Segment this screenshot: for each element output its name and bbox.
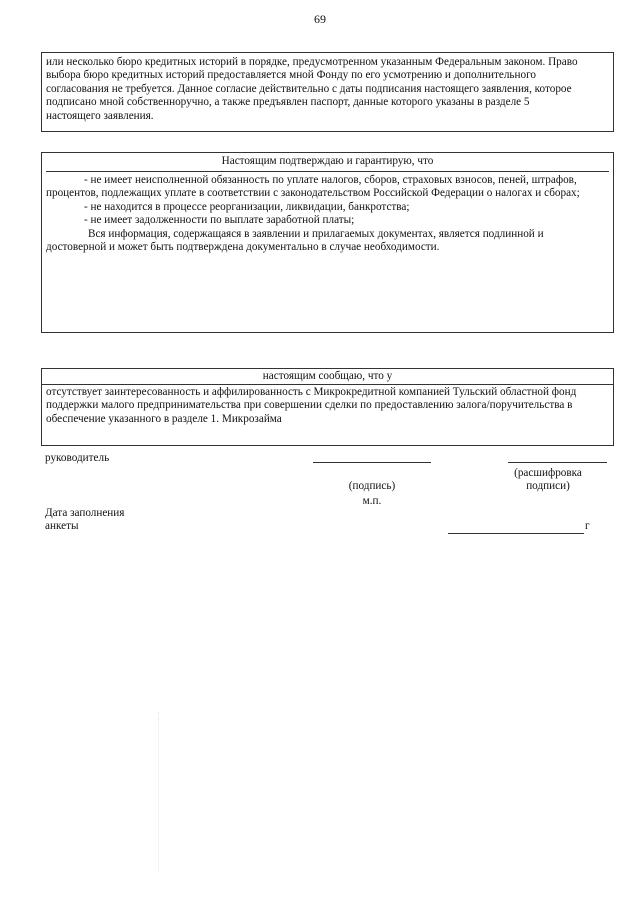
consent-line: выбора бюро кредитных историй предоставляется мной Фонду по его усмотрению и дополнительного	[46, 69, 536, 82]
consent-line: настоящего заявления.	[46, 109, 154, 122]
guarantee-heading: Настоящим подтверждаю и гарантирую, что	[221, 155, 434, 167]
guarantee-line: процентов, подлежащих уплате в соответствии с законодательством Российской Федерации о налогах и сборах;	[46, 187, 580, 200]
role-label: руководитель	[45, 452, 110, 464]
scan-artifact-line	[158, 712, 159, 872]
guarantee-line: Вся информация, содержащаяся в заявлении и прилагаемых документах, является подлинной и	[88, 227, 544, 240]
decoding-caption-2: подписи)	[526, 480, 570, 492]
stamp-label: м.п.	[362, 495, 382, 507]
year-suffix: г	[585, 520, 590, 532]
date-label-2: анкеты	[45, 520, 79, 532]
guarantee-line: - не имеет неисполненной обязанность по уплате налогов, сборов, страховых взносов, пеней, штрафов,	[84, 174, 577, 186]
affiliation-body	[42, 385, 613, 426]
guarantee-line: - не находится в процессе реорганизации, ликвидации, банкротства;	[84, 200, 410, 213]
guarantee-body	[42, 172, 613, 254]
affiliation-line: отсутствует заинтересованность и аффилированность с Микрокредитной компанией Тульский областной фонд	[46, 386, 577, 398]
decoding-caption-1: (расшифровка	[514, 467, 582, 479]
signature-line[interactable]	[313, 462, 431, 463]
consent-line: согласования не требуется. Данное согласие действительно с даты подписания настоящего заявления, которое	[46, 82, 572, 95]
affiliation-heading: настоящим сообщаю, что у	[42, 369, 613, 385]
guarantee-line: достоверной и может быть подтверждена документально в случае необходимости.	[46, 241, 440, 254]
consent-block	[41, 52, 614, 132]
affiliation-block	[41, 368, 614, 446]
date-label-1: Дата заполнения	[45, 507, 125, 519]
guarantee-line: - не имеет задолженности по выплате заработной платы;	[84, 214, 355, 227]
consent-line: или несколько бюро кредитных историй в порядке, предусмотренном указанным Федеральным законом. Право	[46, 56, 578, 68]
date-line[interactable]	[448, 533, 584, 534]
guarantee-block	[41, 152, 614, 333]
decoding-line[interactable]	[508, 462, 607, 463]
page-number: 69	[314, 12, 326, 26]
affiliation-line: поддержки малого предпринимательства при совершении сделки по предоставлению залога/поручительства в	[46, 399, 573, 412]
consent-line: подписано мной собственноручно, а также предъявлен паспорт, данные которого указаны в разделе 5	[46, 96, 530, 109]
signature-caption: (подпись)	[348, 480, 396, 492]
affiliation-line: обеспечение указанного в разделе 1. Микрозайма	[46, 412, 282, 425]
